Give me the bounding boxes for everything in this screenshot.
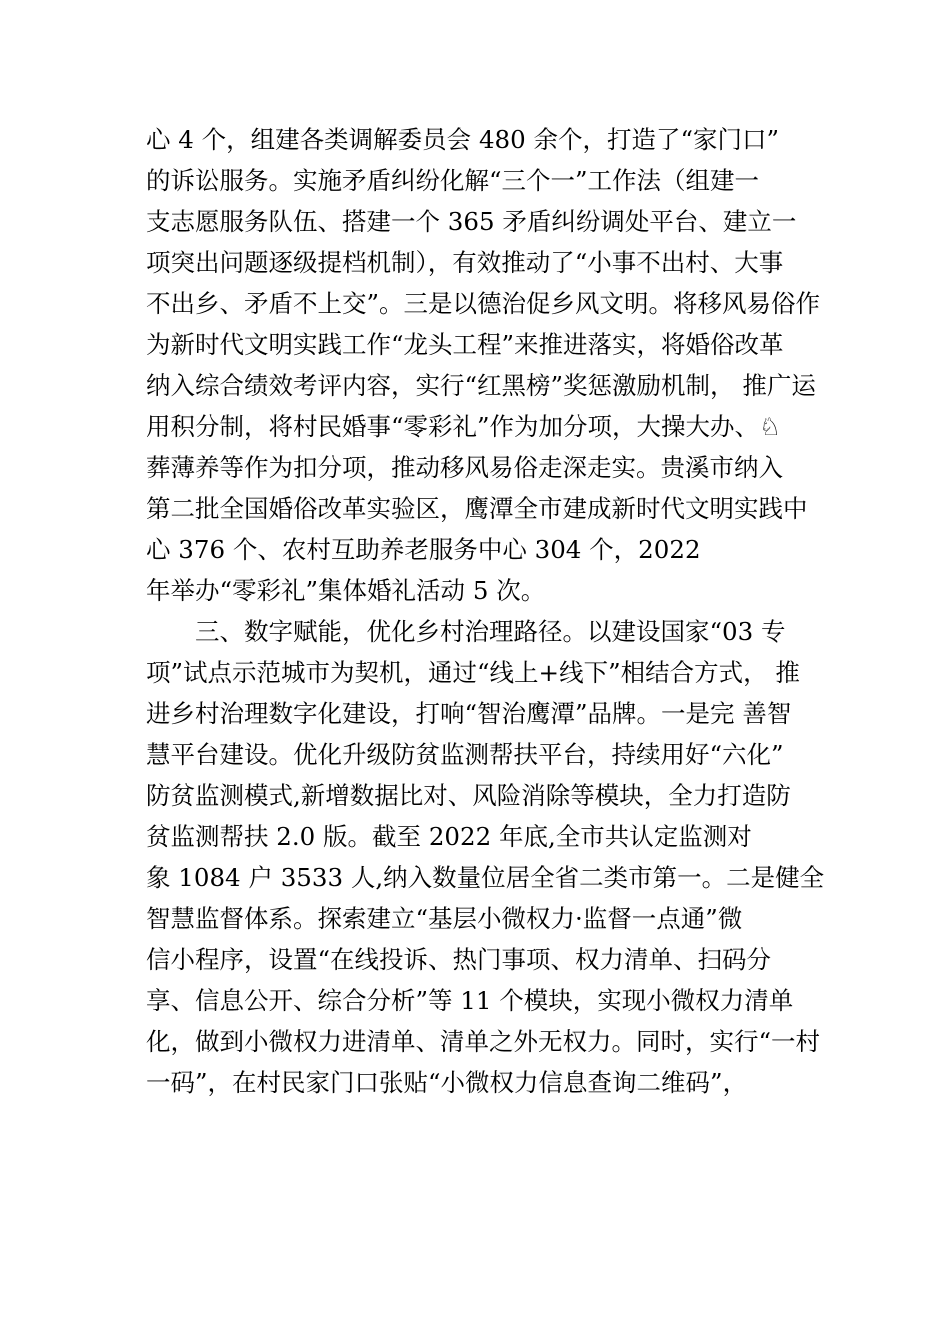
text-line: 贫监测帮扶 2.0 版。截至 2022 年底,全市共认定监测对 xyxy=(146,822,752,851)
text-line: 用积分制，将村民婚事“零彩礼”作为加分项，大操大办、♘ xyxy=(146,412,782,441)
text-line: 享、信息公开、综合分析”等 11 个模块，实现小微权力清单 xyxy=(146,986,794,1015)
text-line: 一码”，在村民家门口张贴“小微权力信息查询二维码”， xyxy=(146,1068,748,1097)
text-line: 年举办“零彩礼”集体婚礼活动 5 次。 xyxy=(146,576,546,605)
text-line: 心 376 个、农村互助养老服务中心 304 个，2022 xyxy=(146,535,701,564)
text-line: 项突出问题逐级提档机制），有效推动了“小事不出村、大事 xyxy=(146,248,784,277)
text-line: 信小程序，设置“在线投诉、热门事项、权力清单、扫码分 xyxy=(146,945,772,974)
text-line: 防贫监测模式,新增数据比对、风险消除等模块，全力打造防 xyxy=(146,781,791,810)
text-line: 为新时代文明实践工作“龙头工程”来推进落实，将婚俗改革 xyxy=(146,330,784,359)
text-line: 第二批全国婚俗改革实验区，鹰潭全市建成新时代文明实践中 xyxy=(146,494,808,523)
text-line: 项”试点示范城市为契机，通过“线上+线下”相结合方式， 推 xyxy=(146,658,800,687)
section-heading-line: 三、数字赋能，优化乡村治理路径。以建设国家“03 专 xyxy=(146,617,786,646)
text-line: 智慧监督体系。探索建立“基层小微权力·监督一点通”微 xyxy=(146,904,743,933)
text-line: 不出乡、矛盾不上交”。三是以德治促乡风文明。将移风易俗作 xyxy=(146,289,821,318)
text-line: 的诉讼服务。实施矛盾纠纷化解“三个一”工作法（组建一 xyxy=(146,166,760,195)
text-line: 象 1084 户 3533 人,纳入数量位居全省二类市第一。二是健全 xyxy=(146,863,825,892)
text-line: 进乡村治理数字化建设，打响“智治鹰潭”品牌。一是完 善智 xyxy=(146,699,792,728)
text-line: 慧平台建设。优化升级防贫监测帮扶平台，持续用好“六化” xyxy=(146,740,784,769)
text-line: 化，做到小微权力进清单、清单之外无权力。同时，实行“一村 xyxy=(146,1027,821,1056)
text-line: 葬薄养等作为扣分项，推动移风易俗走深走实。贵溪市纳入 xyxy=(146,453,783,482)
text-line: 纳入综合绩效考评内容，实行“红黑榜”奖惩激励机制， 推广运 xyxy=(146,371,816,400)
text-line: 心 4 个，组建各类调解委员会 480 余个，打造了“家门口” xyxy=(146,125,780,154)
text-line: 支志愿服务队伍、搭建一个 365 矛盾纠纷调处平台、建立一 xyxy=(146,207,797,236)
